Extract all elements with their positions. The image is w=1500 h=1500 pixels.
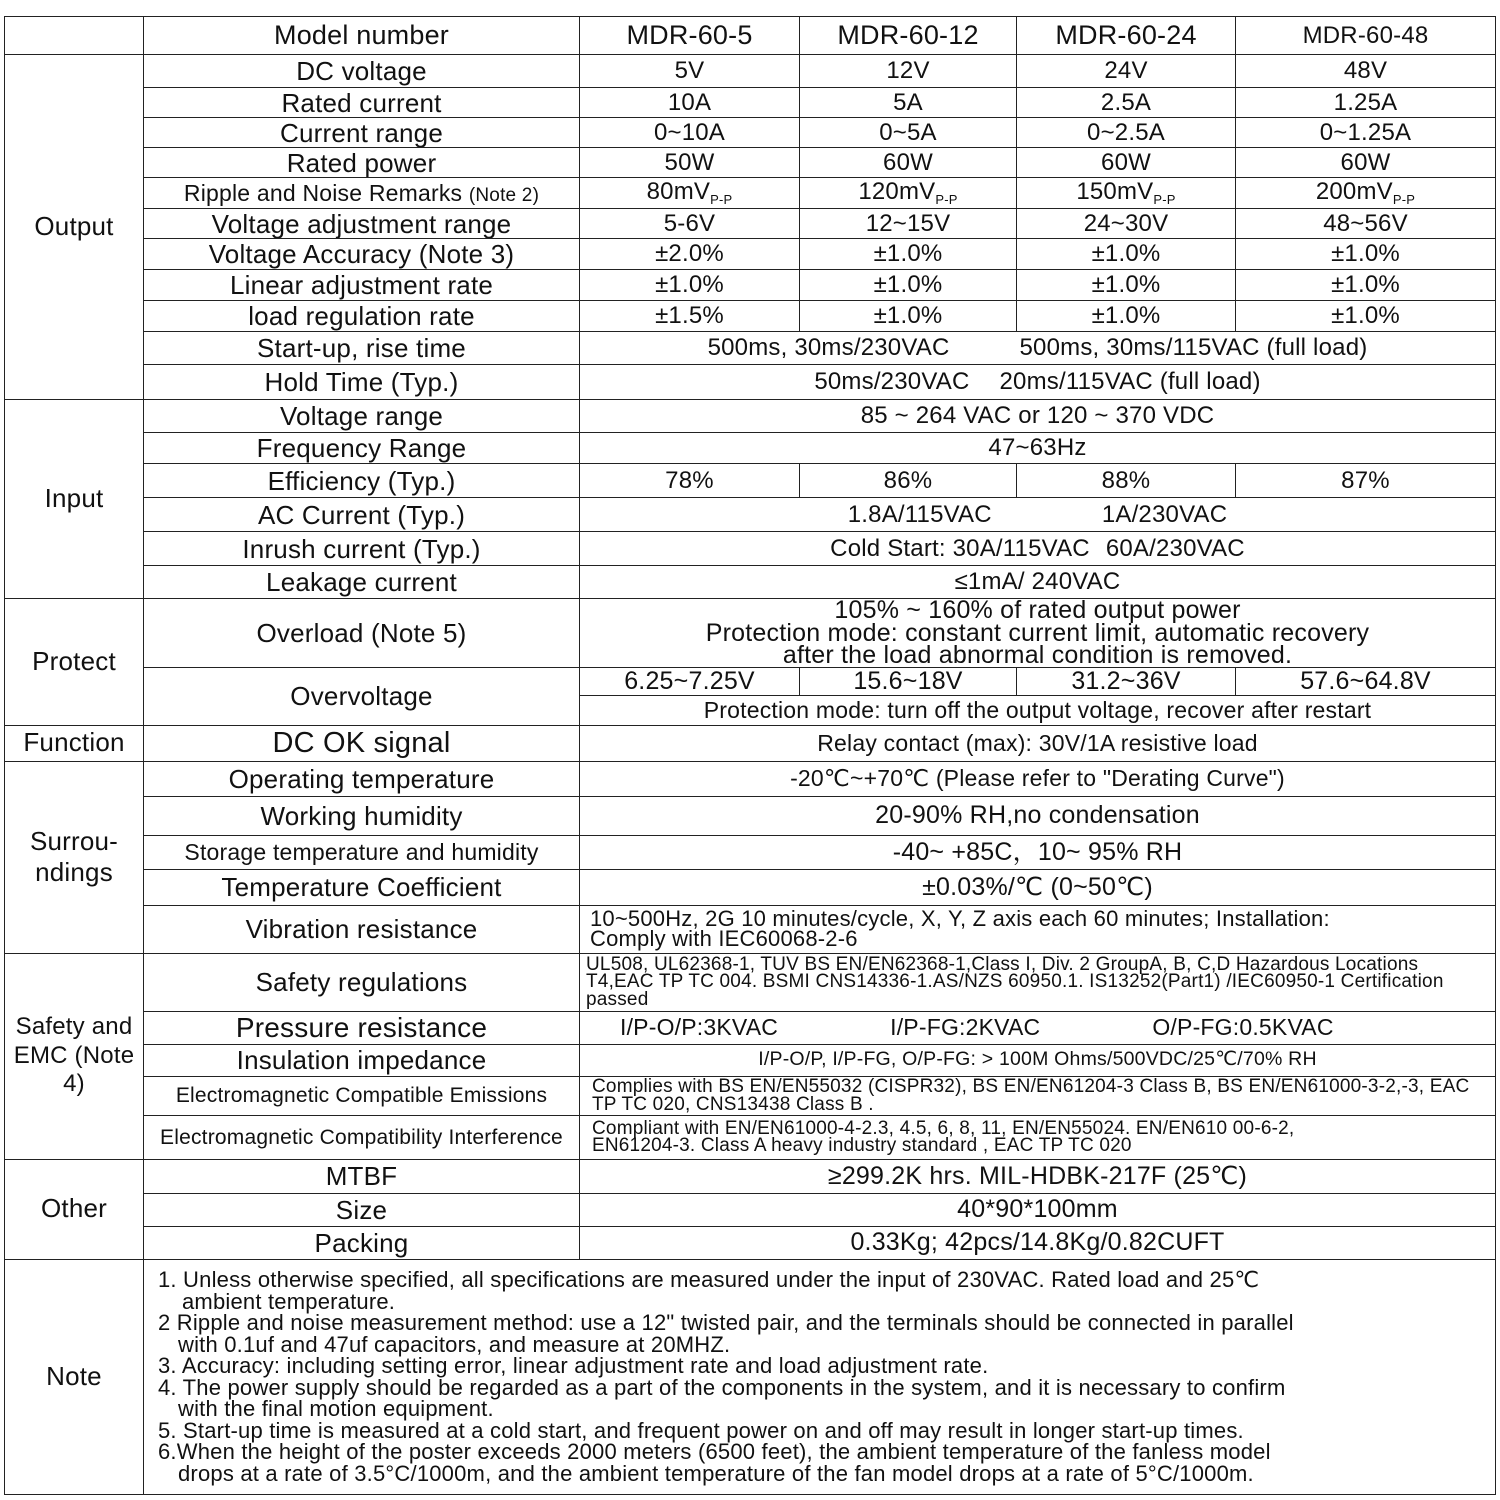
ripple-value: 200mV [1315, 178, 1393, 205]
row-dc-voltage [5, 55, 1496, 88]
overload-line-1: 105% ~ 160% of rated output power [834, 598, 1241, 624]
value: ±1.0% [1236, 270, 1496, 301]
model-3: MDR-60-24 [1017, 17, 1236, 55]
label-efficiency: Efficiency (Typ.) [144, 464, 580, 498]
label-operating-temp: Operating temperature [144, 761, 580, 796]
category-protect: Protect [5, 599, 144, 726]
label-ripple [144, 178, 580, 209]
row-linear-adjust [5, 270, 1496, 301]
row-ripple [5, 178, 1496, 209]
safety-regulations-value: UL508, UL62368-1, TUV BS EN/EN62368-1,Class I, Div. 2 GroupA, B, C,D Hazardous Locations T4,EAC TP TC 004. BSMI CNS14336-1.AS/NZS 60950.1. IS13252(Part1) /IEC60950-1 Certification passed [580, 953, 1496, 1011]
dc-ok-value: Relay contact (max): 30V/1A resistive load [580, 725, 1496, 761]
label-safety-regulations: Safety regulations [144, 953, 580, 1011]
category-safety-emc: Safety and EMC (Note 4) [5, 953, 144, 1159]
label-mtbf: MTBF [144, 1159, 580, 1193]
category-note: Note [5, 1259, 144, 1494]
label-load-regulation: load regulation rate [144, 301, 580, 332]
note-line: 5. Start-up time is measured at a cold start, and frequent power on and off may result in longer start-up times. [158, 1417, 1244, 1443]
ripple-value: 80mV [646, 178, 711, 205]
row-rated-power [5, 148, 1496, 178]
hold-115: 20ms/115VAC (full load) [999, 368, 1261, 395]
note-line: 6.When the height of the poster exceeds 2000 meters (6500 feet), the ambient temperature of the fanless model [158, 1439, 1271, 1465]
value: 86% [800, 464, 1017, 498]
row-vibration [5, 905, 1496, 953]
value: ±1.0% [800, 239, 1017, 270]
row-hold-time [5, 365, 1496, 400]
ripple-unit: P-P [1392, 192, 1416, 207]
note-line: 1. Unless otherwise specified, all specifications are measured under the input of 230VAC. Rated load and 25℃ [158, 1267, 1260, 1293]
row-emissions [5, 1076, 1496, 1115]
label-current-range: Current range [144, 118, 580, 148]
value: 5-6V [580, 209, 800, 239]
startup-230: 500ms, 30ms/230VAC [707, 334, 950, 361]
row-mtbf [5, 1159, 1496, 1193]
category-other: Other [5, 1159, 144, 1259]
value: 78% [580, 464, 800, 498]
row-interference [5, 1115, 1496, 1159]
row-overvoltage-values [5, 667, 1496, 695]
value: 5V [580, 55, 800, 88]
voltage-range-value: 85 ~ 264 VAC or 120 ~ 370 VDC [580, 400, 1496, 433]
label-inrush: Inrush current (Typ.) [144, 532, 580, 566]
corner-cell [5, 17, 144, 55]
overload-value [580, 599, 1496, 668]
value: 12~15V [800, 209, 1017, 239]
ripple-note: (Note 2) [468, 184, 540, 206]
label-emissions: Electromagnetic Compatible Emissions [144, 1076, 580, 1115]
category-output: Output [5, 55, 144, 400]
label-hold-time: Hold Time (Typ.) [144, 365, 580, 400]
value: ±1.0% [1236, 239, 1496, 270]
row-startup [5, 332, 1496, 365]
row-storage [5, 835, 1496, 869]
ripple-unit: P-P [710, 192, 733, 207]
label-voltage-accuracy: Voltage Accuracy (Note 3) [144, 239, 580, 270]
value: 60W [800, 148, 1017, 178]
row-temp-coeff [5, 869, 1496, 905]
category-surroundings: Surrou-ndings [5, 761, 144, 953]
row-packing [5, 1226, 1496, 1259]
label-rated-power: Rated power [144, 148, 580, 178]
value: ±1.5% [580, 301, 800, 332]
emissions-value: Complies with BS EN/EN55032 (CISPR32), BS EN/EN61204-3 Class B, BS EN/EN61000-3-2,-3, EAC TP TC 020, CNS13438 Class B . [580, 1076, 1496, 1115]
pressure-op-fg: O/P-FG:0.5KVAC [1152, 1014, 1334, 1041]
model-4: MDR-60-48 [1236, 17, 1496, 55]
note-line: 3. Accuracy: including setting error, linear adjustment rate and load adjustment rate. [158, 1353, 989, 1379]
row-dc-ok [5, 725, 1496, 761]
value: 0~1.25A [1236, 118, 1496, 148]
value: 2.5A [1017, 88, 1236, 118]
label-size: Size [144, 1193, 580, 1226]
ripple-unit: P-P [935, 192, 958, 207]
row-efficiency [5, 464, 1496, 498]
notes-body [144, 1259, 1496, 1494]
value: ±1.0% [1017, 270, 1236, 301]
label-voltage-range: Voltage range [144, 400, 580, 433]
value: ±1.0% [800, 301, 1017, 332]
value: 31.2~36V [1017, 667, 1236, 695]
inrush-230: 60A/230VAC [1105, 534, 1245, 562]
interference-value: Compliant with EN/EN61000-4-2.3, 4.5, 6, 8, 11, EN/EN55024. EN/EN610 00-6-2, EN61204-3. Class A heavy industry standard , EAC TP TC 020 [580, 1115, 1496, 1159]
value: 5A [800, 88, 1017, 118]
value: 57.6~64.8V [1236, 667, 1496, 695]
label-linear-adjust: Linear adjustment rate [144, 270, 580, 301]
label-rated-current: Rated current [144, 88, 580, 118]
value: 0~2.5A [1017, 118, 1236, 148]
spec-table [4, 16, 1496, 1495]
frequency-value: 47~63Hz [580, 433, 1496, 464]
header-row [5, 17, 1496, 55]
storage-value: -40~ +85C，10~ 95% RH [580, 835, 1496, 869]
value: ±1.0% [1236, 301, 1496, 332]
overload-line-2: Protection mode: constant current limit, automatic recovery [705, 618, 1370, 647]
ac-current-230: 1A/230VAC [1101, 500, 1228, 528]
row-leakage [5, 566, 1496, 599]
note-line: drops at a rate of 3.5°C/1000m, and the ambient temperature of the fan model drops at a rate of 5°C/1000m. [178, 1460, 1254, 1486]
value: ±1.0% [580, 270, 800, 301]
row-voltage-accuracy [5, 239, 1496, 270]
value: ±2.0% [580, 239, 800, 270]
label-leakage: Leakage current [144, 566, 580, 599]
note-line: ambient temperature. [182, 1288, 396, 1314]
row-voltage-range [5, 400, 1496, 433]
value: 1.25A [1236, 88, 1496, 118]
row-load-regulation [5, 301, 1496, 332]
note-line: with the final motion equipment. [178, 1396, 494, 1422]
packing-value: 0.33Kg; 42pcs/14.8Kg/0.82CUFT [580, 1226, 1496, 1259]
ripple-value: 120mV [858, 178, 936, 205]
label-interference: Electromagnetic Compatibility Interference [144, 1115, 580, 1159]
value [1236, 178, 1496, 209]
humidity-value: 20-90% RH,no condensation [580, 796, 1496, 835]
label-ac-current: AC Current (Typ.) [144, 498, 580, 532]
ac-current-value [580, 498, 1496, 532]
value: ±1.0% [800, 270, 1017, 301]
row-pressure [5, 1011, 1496, 1044]
hold-230: 50ms/230VAC [814, 368, 970, 395]
value: 15.6~18V [800, 667, 1017, 695]
temp-coeff-value: ±0.03%/℃ (0~50℃) [580, 869, 1496, 905]
value: 48~56V [1236, 209, 1496, 239]
note-line: 4. The power supply should be regarded as a part of the components in the system, and it is necessary to confirm [158, 1374, 1286, 1400]
size-value: 40*90*100mm [580, 1193, 1496, 1226]
value: 60W [1236, 148, 1496, 178]
note-line: with 0.1uf and 47uf capacitors, and measure at 20MHZ. [178, 1331, 731, 1357]
row-current-range [5, 118, 1496, 148]
row-voltage-adjust [5, 209, 1496, 239]
value: 60W [1017, 148, 1236, 178]
label-overvoltage: Overvoltage [144, 667, 580, 725]
label-storage: Storage temperature and humidity [144, 835, 580, 869]
row-ac-current [5, 498, 1496, 532]
row-overload [5, 599, 1496, 668]
model-number-label: Model number [144, 17, 580, 55]
model-1: MDR-60-5 [580, 17, 800, 55]
inrush-115: Cold Start: 30A/115VAC [830, 534, 1090, 562]
ripple-label-text: Ripple and Noise Remarks [183, 179, 463, 206]
value: 10A [580, 88, 800, 118]
ac-current-115: 1.8A/115VAC [847, 500, 992, 528]
value: 24V [1017, 55, 1236, 88]
value: 87% [1236, 464, 1496, 498]
note-line: 2 Ripple and noise measurement method: use a 12" twisted pair, and the terminals should be connected in parallel [158, 1310, 1294, 1336]
overload-line-3: after the load abnormal condition is removed. [782, 641, 1293, 668]
label-overload: Overload (Note 5) [144, 599, 580, 668]
hold-value [580, 365, 1496, 400]
row-insulation [5, 1044, 1496, 1076]
value: 24~30V [1017, 209, 1236, 239]
startup-value [580, 332, 1496, 365]
model-2: MDR-60-12 [800, 17, 1017, 55]
value: 50W [580, 148, 800, 178]
row-rated-current [5, 88, 1496, 118]
pressure-ip-fg: I/P-FG:2KVAC [890, 1014, 1041, 1041]
pressure-ip-op: I/P-O/P:3KVAC [620, 1014, 779, 1041]
value [580, 178, 800, 209]
value: ±1.0% [1017, 239, 1236, 270]
inrush-value [580, 532, 1496, 566]
value: 0~10A [580, 118, 800, 148]
label-voltage-adjust: Voltage adjustment range [144, 209, 580, 239]
row-operating-temp [5, 761, 1496, 796]
operating-temp-value: -20℃~+70℃ (Please refer to "Derating Curve") [580, 761, 1496, 796]
value: 48V [1236, 55, 1496, 88]
label-frequency: Frequency Range [144, 433, 580, 464]
mtbf-value: ≥299.2K hrs. MIL-HDBK-217F (25℃) [580, 1159, 1496, 1193]
row-frequency [5, 433, 1496, 464]
value [800, 178, 1017, 209]
pressure-value [580, 1011, 1496, 1044]
ripple-value: 150mV [1076, 178, 1154, 205]
value: ±1.0% [1017, 301, 1236, 332]
row-notes [5, 1259, 1496, 1494]
label-dc-voltage: DC voltage [144, 55, 580, 88]
value: 88% [1017, 464, 1236, 498]
label-humidity: Working humidity [144, 796, 580, 835]
value: 12V [800, 55, 1017, 88]
category-input: Input [5, 400, 144, 599]
label-insulation: Insulation impedance [144, 1044, 580, 1076]
startup-115: 500ms, 30ms/115VAC (full load) [1019, 334, 1368, 361]
row-size [5, 1193, 1496, 1226]
row-safety-regulations [5, 953, 1496, 1011]
label-vibration: Vibration resistance [144, 905, 580, 953]
ripple-unit: P-P [1153, 192, 1176, 207]
insulation-value: I/P-O/P, I/P-FG, O/P-FG: > 100M Ohms/500VDC/25℃/70% RH [580, 1044, 1496, 1076]
row-humidity [5, 796, 1496, 835]
label-startup: Start-up, rise time [144, 332, 580, 365]
overvoltage-mode: Protection mode: turn off the output voltage, recover after restart [580, 695, 1496, 725]
leakage-value: ≤1mA/ 240VAC [580, 566, 1496, 599]
row-inrush [5, 532, 1496, 566]
label-packing: Packing [144, 1226, 580, 1259]
value: 0~5A [800, 118, 1017, 148]
value: 6.25~7.25V [580, 667, 800, 695]
label-dc-ok: DC OK signal [144, 725, 580, 761]
label-temp-coeff: Temperature Coefficient [144, 869, 580, 905]
label-pressure: Pressure resistance [144, 1011, 580, 1044]
vibration-value: 10~500Hz, 2G 10 minutes/cycle, X, Y, Z axis each 60 minutes; Installation: Comply with IEC60068-2-6 [580, 905, 1496, 953]
category-function: Function [5, 725, 144, 761]
value [1017, 178, 1236, 209]
